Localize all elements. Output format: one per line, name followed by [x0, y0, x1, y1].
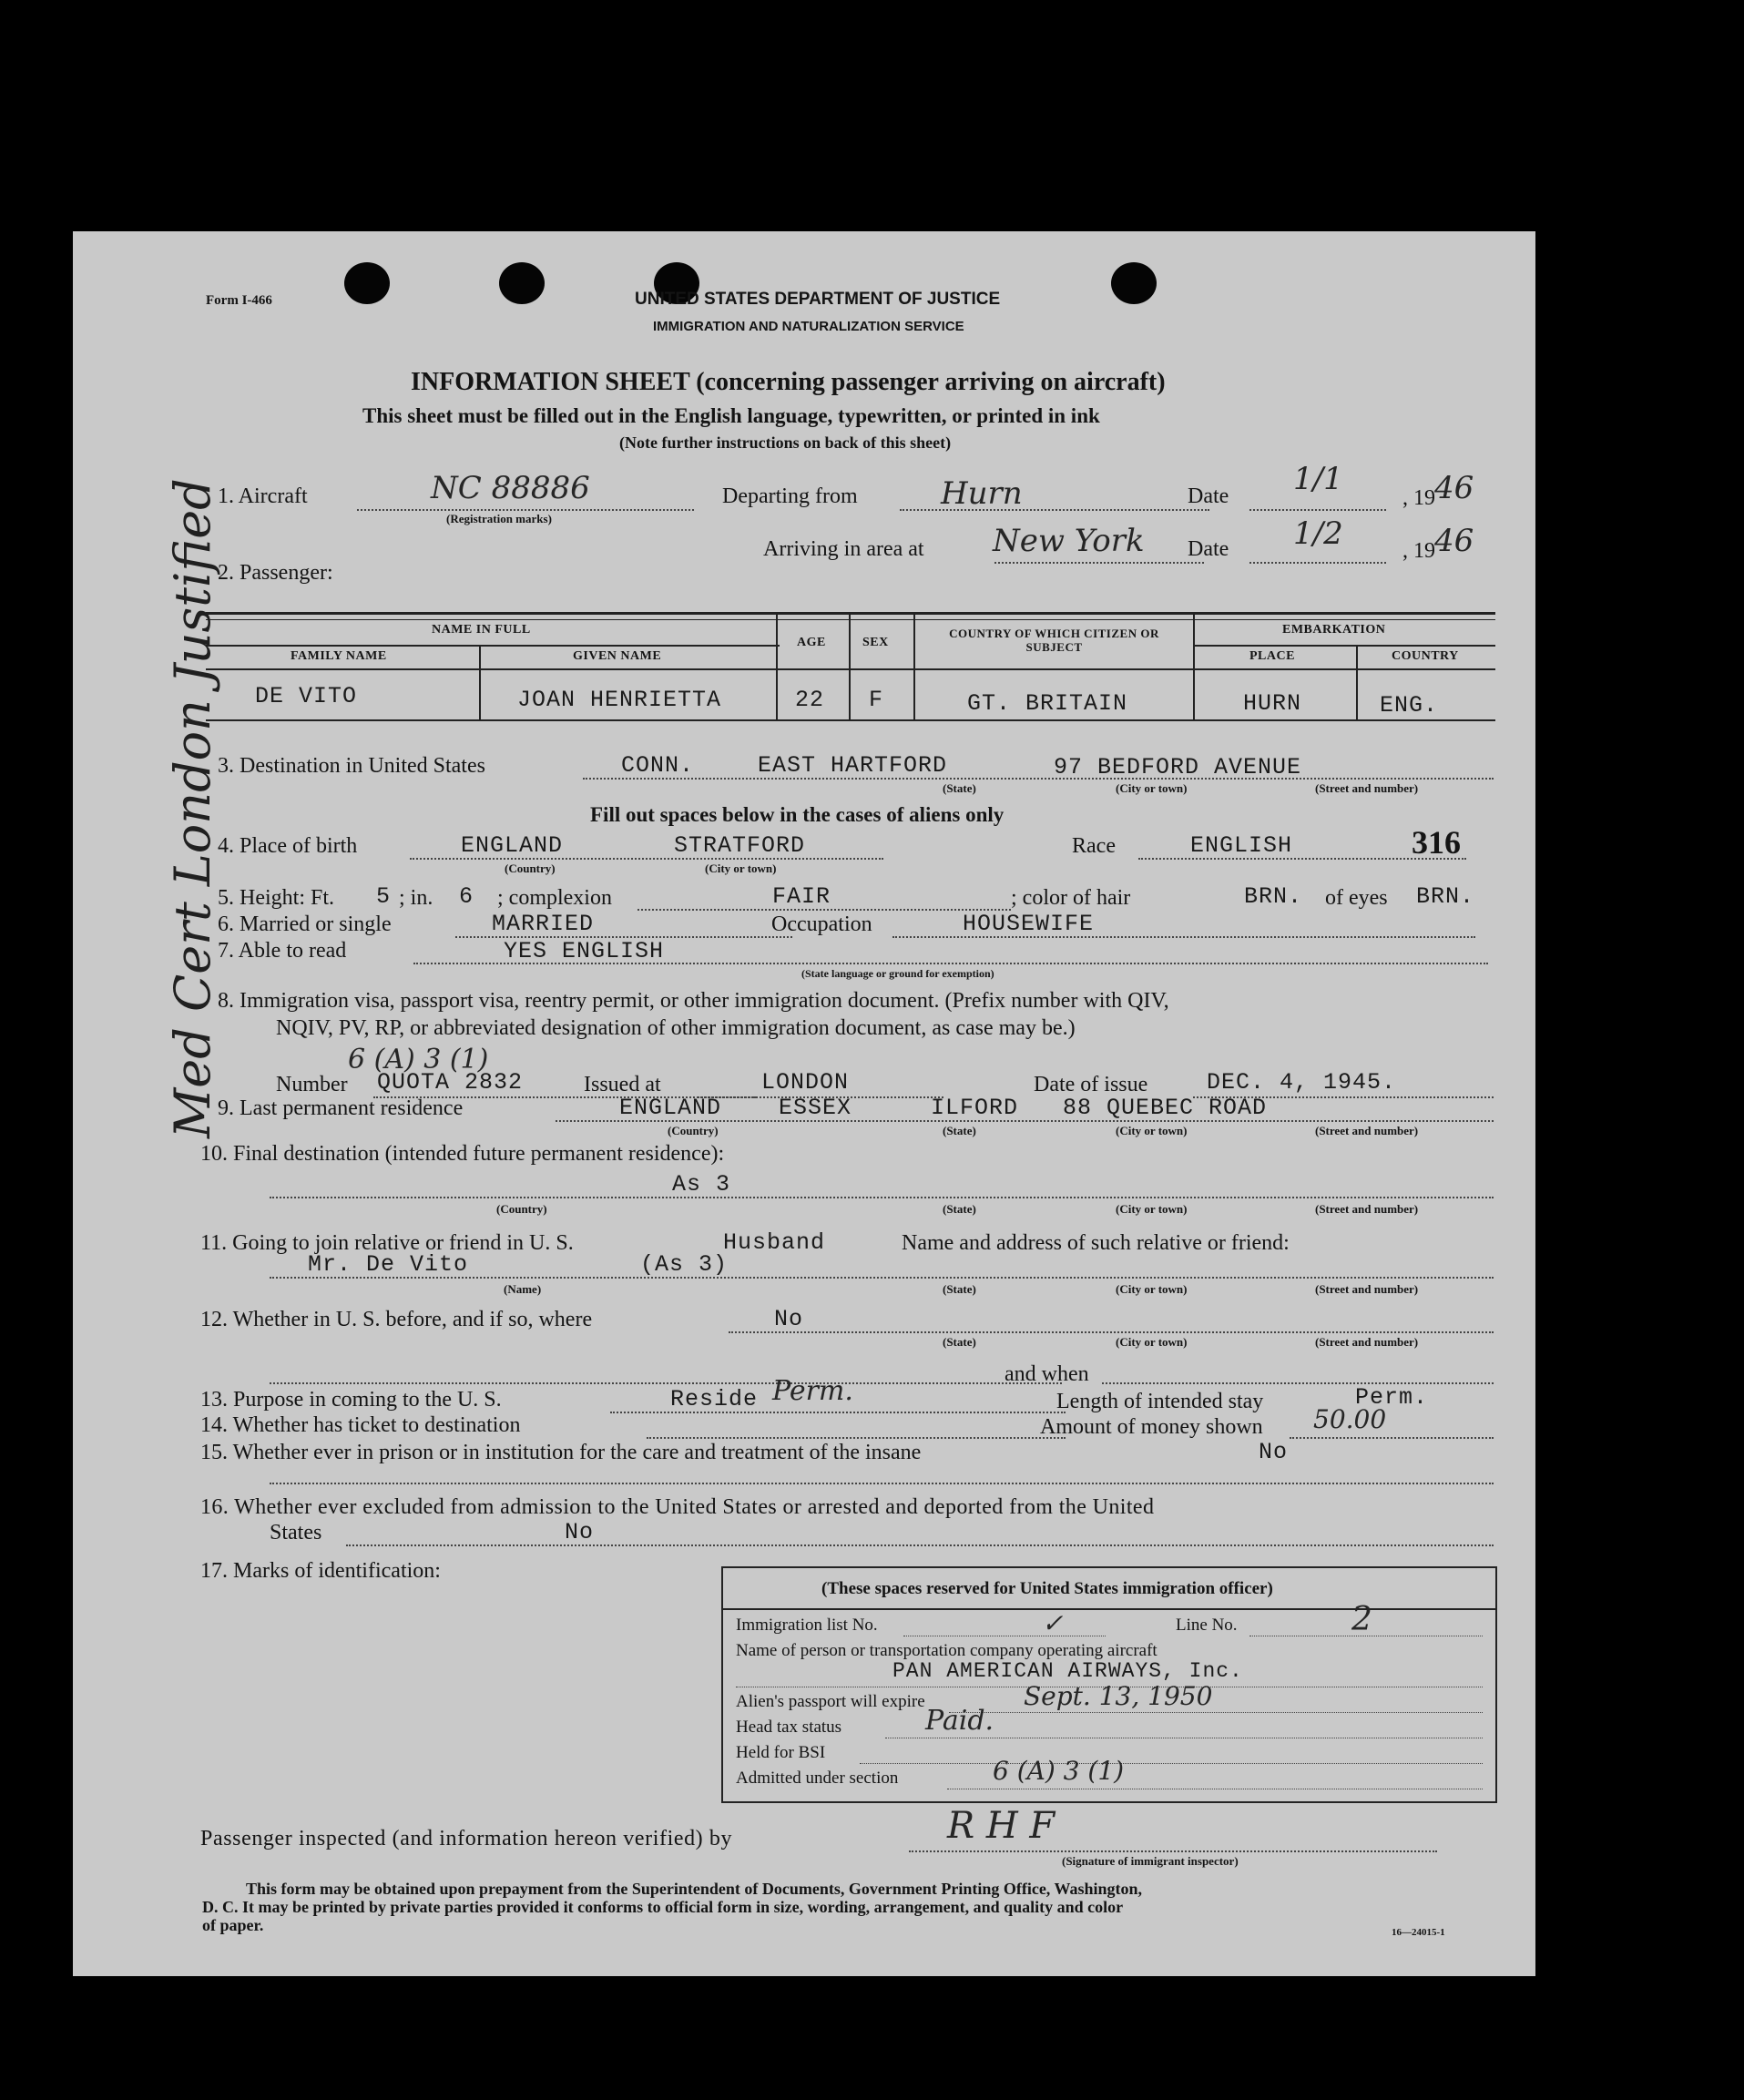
number-label: Number: [276, 1073, 348, 1096]
place-header: PLACE: [1249, 649, 1295, 663]
marital-label: 6. Married or single: [218, 912, 392, 936]
height-feet[interactable]: 5: [376, 883, 392, 910]
arriving-value[interactable]: New York: [993, 523, 1145, 559]
caption-street: (Street and number): [1315, 1202, 1419, 1216]
form-sheet: [73, 231, 1535, 1976]
caption-city: (City or town): [1116, 781, 1188, 795]
line-no-value[interactable]: 2: [1351, 1601, 1372, 1638]
inspector-signature: R H F: [947, 1805, 1056, 1847]
caption-street: (Street and number): [1315, 1282, 1419, 1296]
birth-country[interactable]: ENGLAND: [461, 832, 564, 859]
destination-city[interactable]: EAST HARTFORD: [758, 752, 948, 779]
final-dest-value[interactable]: As 3: [672, 1171, 731, 1198]
punch-hole: [1111, 262, 1157, 304]
inspected-label: Passenger inspected (and information hereon verified) by: [200, 1827, 733, 1850]
residence-street[interactable]: 88 QUEBEC ROAD: [1063, 1095, 1268, 1121]
read-caption: (State language or ground for exemption): [801, 967, 994, 980]
issued-label: Issued at: [584, 1073, 661, 1096]
departing-value[interactable]: Hurn: [941, 475, 1023, 512]
residence-state[interactable]: ESSEX: [779, 1095, 852, 1121]
join-relation[interactable]: Husband: [723, 1229, 826, 1256]
birthplace-label: 4. Place of birth: [218, 834, 358, 858]
relative-address[interactable]: (As 3): [640, 1251, 729, 1278]
passport-value[interactable]: Sept. 13, 1950: [1024, 1681, 1213, 1711]
money-label: Amount of money shown: [1040, 1415, 1263, 1439]
race-value[interactable]: ENGLISH: [1190, 832, 1293, 859]
head-tax-label: Head tax status: [736, 1718, 842, 1737]
caption-state: (State): [943, 1202, 976, 1216]
caption-state: (State): [943, 1335, 976, 1349]
caption-country: (Country): [668, 1124, 719, 1137]
caption-state: (State): [943, 781, 976, 795]
arrival-date-label: Date: [1188, 537, 1229, 561]
purpose-label: 13. Purpose in coming to the U. S.: [200, 1388, 502, 1412]
year-prefix: , 19: [1402, 539, 1435, 563]
ticket-label: 14. Whether has ticket to destination: [200, 1413, 521, 1437]
issue-date-value[interactable]: DEC. 4, 1945.: [1207, 1069, 1397, 1096]
admitted-label: Admitted under section: [736, 1769, 899, 1788]
residence-city[interactable]: ILFORD: [931, 1095, 1019, 1121]
name-in-full-header: NAME IN FULL: [432, 623, 531, 637]
previous-us-label: 12. Whether in U. S. before, and if so, where: [200, 1308, 593, 1331]
destination-state[interactable]: CONN.: [621, 752, 695, 779]
line-no-label: Line No.: [1176, 1616, 1238, 1635]
footer-line-2: D. C. It may be printed by private parties provided it conforms to official form in size, wording, arrangement, and quality and color: [202, 1898, 1124, 1916]
money-value[interactable]: 50.00: [1313, 1404, 1387, 1434]
purpose-handwritten: Perm.: [772, 1375, 853, 1407]
caption-city: (City or town): [705, 861, 777, 875]
prison-label: 15. Whether ever in prison or in institution for the care and treatment of the insane: [200, 1441, 922, 1464]
arrival-date[interactable]: 1/2: [1293, 515, 1343, 552]
occupation-label: Occupation: [771, 912, 872, 936]
department-name: UNITED STATES DEPARTMENT OF JUSTICE: [635, 290, 1001, 309]
hair-label: ; color of hair: [1011, 886, 1131, 910]
aircraft-label: 1. Aircraft: [218, 484, 308, 508]
purpose-value[interactable]: Reside: [670, 1386, 759, 1412]
inches-label: ; in.: [399, 886, 433, 910]
eyes-value[interactable]: BRN.: [1416, 883, 1475, 910]
read-value[interactable]: YES ENGLISH: [504, 938, 665, 964]
height-inches[interactable]: 6: [459, 883, 474, 910]
head-tax-value[interactable]: Paid.: [925, 1705, 994, 1737]
sex-cell[interactable]: F: [869, 687, 884, 713]
sex-header: SEX: [862, 636, 889, 649]
caption-state: (State): [943, 1282, 976, 1296]
company-value[interactable]: PAN AMERICAN AIRWAYS, Inc.: [892, 1659, 1243, 1683]
officer-box-title: (These spaces reserved for United States immigration officer): [821, 1579, 1273, 1598]
previous-us-value[interactable]: No: [774, 1306, 804, 1332]
stay-length-value[interactable]: Perm.: [1355, 1384, 1429, 1411]
bsi-label: Held for BSI: [736, 1743, 826, 1762]
age-header: AGE: [797, 636, 826, 649]
join-label: 11. Going to join relative or friend in U. S.: [200, 1231, 574, 1255]
marital-value[interactable]: MARRIED: [492, 911, 595, 937]
excluded-text-2: States: [270, 1521, 322, 1544]
citizen-header: COUNTRY OF WHICH CITIZEN OR SUBJECT: [949, 627, 1159, 654]
final-dest-label: 10. Final destination (intended future permanent residence):: [200, 1142, 725, 1166]
birth-city[interactable]: STRATFORD: [674, 832, 806, 859]
caption-city: (City or town): [1116, 1124, 1188, 1137]
caption-city: (City or town): [1116, 1282, 1188, 1296]
given-name-header: GIVEN NAME: [573, 649, 662, 663]
race-label: Race: [1072, 834, 1116, 858]
passenger-label: 2. Passenger:: [218, 561, 333, 585]
caption-country: (Country): [505, 861, 556, 875]
visa-text-2: NQIV, PV, RP, or abbreviated designation of other immigration document, as case may be.): [276, 1016, 1076, 1040]
registration-caption: (Registration marks): [446, 512, 552, 525]
prison-value[interactable]: No: [1259, 1439, 1289, 1465]
stay-length-label: Length of intended stay: [1056, 1390, 1264, 1413]
occupation-value[interactable]: HOUSEWIFE: [963, 911, 1095, 937]
eyes-label: of eyes: [1325, 886, 1388, 910]
relative-name[interactable]: Mr. De Vito: [308, 1251, 469, 1278]
instruction-text: This sheet must be filled out in the English language, typewritten, or printed in ink: [362, 404, 1100, 427]
family-name-header: FAMILY NAME: [291, 649, 387, 663]
caption-country: (Country): [496, 1202, 547, 1216]
relative-name-label: Name and address of such relative or friend:: [902, 1231, 1290, 1255]
read-label: 7. Able to read: [218, 939, 347, 963]
footer-code: 16—24015-1: [1392, 1927, 1445, 1938]
given-name-cell[interactable]: JOAN HENRIETTA: [517, 687, 722, 713]
caption-state: (State): [943, 1124, 976, 1137]
caption-name: (Name): [504, 1282, 542, 1296]
destination-street[interactable]: 97 BEDFORD AVENUE: [1054, 754, 1302, 780]
issue-date-label: Date of issue: [1034, 1073, 1148, 1096]
arriving-label: Arriving in area at: [763, 537, 924, 561]
visa-number[interactable]: QUOTA 2832: [377, 1069, 524, 1096]
date-label: Date: [1188, 484, 1229, 508]
caption-street: (Street and number): [1315, 1124, 1419, 1137]
identification-label: 17. Marks of identification:: [200, 1559, 441, 1583]
citizen-cell[interactable]: GT. BRITAIN: [967, 690, 1128, 717]
page-title: INFORMATION SHEET (concerning passenger arriving on aircraft): [411, 368, 1166, 396]
residence-label: 9. Last permanent residence: [218, 1096, 464, 1120]
list-no-label: Immigration list No.: [736, 1616, 878, 1635]
form-number: Form I-466: [206, 293, 272, 308]
residence-country[interactable]: ENGLAND: [619, 1095, 722, 1121]
arrival-year[interactable]: 46: [1434, 523, 1474, 559]
issued-value[interactable]: LONDON: [761, 1069, 850, 1096]
footer-line-1: This form may be obtained upon prepayment from the Superintendent of Documents, Government Printing Office, Washington,: [246, 1880, 1143, 1898]
service-name: IMMIGRATION AND NATURALIZATION SERVICE: [653, 319, 964, 334]
passport-label: Alien's passport will expire: [736, 1692, 925, 1711]
year-prefix: , 19: [1402, 486, 1435, 510]
caption-city: (City or town): [1116, 1335, 1188, 1349]
embark-country-cell[interactable]: ENG.: [1380, 692, 1439, 719]
complexion-label: ; complexion: [497, 886, 612, 910]
stamp-number: 316: [1412, 824, 1461, 861]
embark-place-cell[interactable]: HURN: [1243, 690, 1302, 717]
departing-label: Departing from: [722, 484, 858, 508]
hair-value[interactable]: BRN.: [1244, 883, 1303, 910]
company-label: Name of person or transportation company operating aircraft: [736, 1641, 1158, 1660]
signature-caption: (Signature of immigrant inspector): [1062, 1854, 1239, 1868]
family-name-cell[interactable]: DE VITO: [255, 683, 358, 709]
complexion-value[interactable]: FAIR: [772, 883, 831, 910]
note-text: (Note further instructions on back of this sheet): [619, 433, 952, 452]
destination-label: 3. Destination in United States: [218, 754, 485, 778]
visa-text-1: 8. Immigration visa, passport visa, reentry permit, or other immigration document. (Prefix number with QIV,: [218, 989, 1169, 1013]
height-label: 5. Height: Ft.: [218, 886, 335, 910]
departing-year[interactable]: 46: [1434, 470, 1474, 506]
age-cell[interactable]: 22: [795, 687, 825, 713]
punch-hole: [344, 262, 390, 304]
punch-hole: [499, 262, 545, 304]
footer-line-3: of paper.: [202, 1916, 264, 1934]
caption-city: (City or town): [1116, 1202, 1188, 1216]
excluded-value[interactable]: No: [565, 1519, 595, 1545]
officer-box: [721, 1566, 1497, 1803]
list-no-value[interactable]: ✓: [1042, 1608, 1064, 1638]
caption-street: (Street and number): [1315, 1335, 1419, 1349]
and-when-label: and when: [1005, 1362, 1089, 1386]
caption-street: (Street and number): [1315, 781, 1419, 795]
visa-handwritten: 6 (A) 3 (1): [348, 1044, 489, 1075]
departing-date[interactable]: 1/1: [1293, 461, 1343, 497]
country-header: COUNTRY: [1392, 649, 1459, 663]
embarkation-header: EMBARKATION: [1282, 623, 1386, 637]
excluded-text-1: 16. Whether ever excluded from admission to the United States or arrested and deported from the United: [200, 1495, 1155, 1519]
aircraft-registration[interactable]: NC 88886: [431, 470, 590, 506]
admitted-value[interactable]: 6 (A) 3 (1): [993, 1756, 1125, 1786]
aliens-heading: Fill out spaces below in the cases of aliens only: [590, 803, 1005, 826]
margin-note: Med Cert London Justified: [164, 478, 221, 1138]
